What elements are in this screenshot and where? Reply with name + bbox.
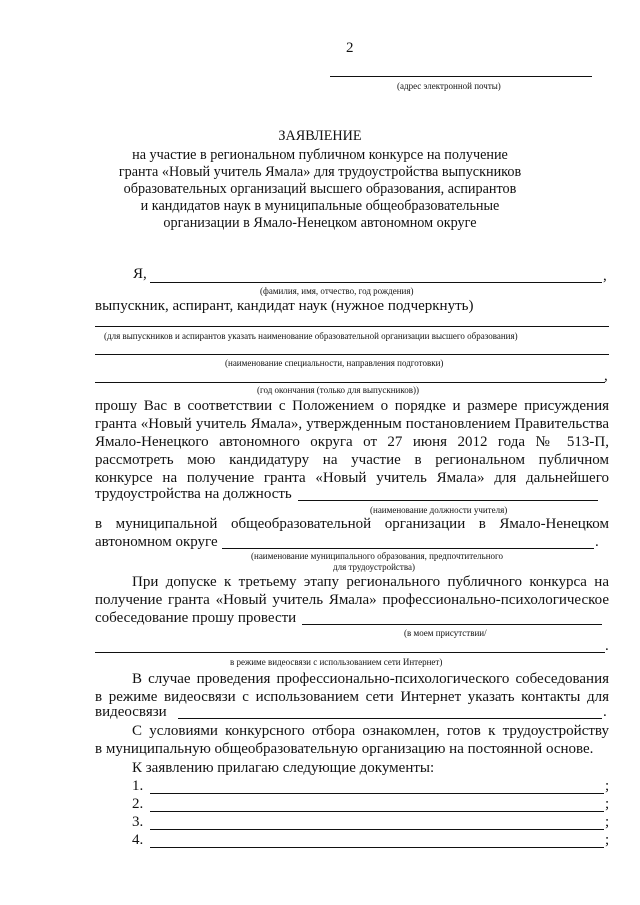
organization-line: в муниципальной общеобразовательной организации в Ямало-Ненецком	[95, 516, 609, 532]
specialty-field-line[interactable]	[95, 354, 609, 355]
heading-line: и кандидатов наук в муниципальные общеобразовательные	[140, 198, 500, 214]
attachments-intro: К заявлению прилагаю следующие документы:	[132, 760, 435, 776]
interview-dot: .	[605, 638, 609, 654]
attachment-field-line[interactable]	[150, 811, 604, 812]
graduation-year-field-line[interactable]	[95, 382, 605, 383]
heading-line: организации в Ямало-Ненецком автономном округе	[163, 215, 477, 231]
position-caption: (наименование должности учителя)	[370, 505, 508, 515]
video-line: в режиме видеосвязи с использованием сети Интернет указать контакты для	[95, 689, 609, 705]
attachment-number: 4.	[132, 832, 144, 848]
attachment-field-line[interactable]	[150, 829, 604, 830]
page-number: 2	[346, 40, 354, 56]
heading-line: гранта «Новый учитель Ямала» для трудоустройства выпускников	[118, 164, 522, 180]
document-title: ЗАЯВЛЕНИЕ	[278, 128, 362, 144]
email-caption: (адрес электронной почты)	[397, 81, 501, 91]
consent-line: в муниципальную общеобразовательную организацию на постоянной основе.	[95, 741, 594, 757]
graduation-caption: (год окончания (только для выпускников))	[257, 385, 419, 395]
video-prefix: видеосвязи	[95, 704, 167, 720]
district-field-line[interactable]	[222, 548, 594, 549]
interview-line: При допуске к третьему этапу регионального публичного конкурса на	[132, 574, 609, 590]
district-caption: для трудоустройства)	[333, 562, 415, 572]
attachment-number: 2.	[132, 796, 144, 812]
district-caption: (наименование муниципального образования, предпочтительного	[251, 551, 504, 561]
video-contacts-field-line[interactable]	[178, 718, 602, 719]
interview-caption: в режиме видеосвязи с использованием сети Интернет)	[230, 657, 443, 667]
heading-line: образовательных организаций высшего образования, аспирантов	[123, 181, 517, 197]
interview-line: получение гранта «Новый учитель Ямала» профессионально-психологическое	[95, 592, 609, 608]
request-line: гранта «Новый учитель Ямала», утвержденным постановлением Правительства	[95, 416, 609, 432]
applicant-comma: ,	[603, 268, 607, 284]
graduation-comma: ,	[604, 368, 608, 384]
video-line: В случае проведения профессионально-психологического собеседования	[132, 671, 609, 687]
interview-caption: (в моем присутствии/	[404, 628, 487, 638]
attachment-semicolon: ;	[605, 832, 610, 848]
applicant-name-field-line[interactable]	[150, 282, 602, 283]
district-prefix: автономном округе	[95, 534, 218, 550]
interview-mode-field-line-2[interactable]	[95, 652, 605, 653]
university-field-line[interactable]	[95, 326, 609, 327]
position-field-line[interactable]	[298, 500, 598, 501]
interview-prefix: собеседование прошу провести	[95, 610, 297, 626]
applicant-prefix: Я,	[133, 266, 147, 282]
attachment-semicolon: ;	[605, 778, 610, 794]
request-line: рассмотреть мою кандидатуру на участие в региональном публичном	[95, 452, 609, 468]
status-line: выпускник, аспирант, кандидат наук (нужное подчеркнуть)	[95, 298, 474, 314]
email-field-line[interactable]	[330, 76, 592, 77]
request-line: конкурсе на получение гранта «Новый учитель Ямала» для дальнейшего	[95, 470, 609, 486]
consent-line: С условиями конкурсного отбора ознакомлен, готов к трудоустройству	[132, 723, 609, 739]
position-prefix: трудоустройства на должность	[95, 486, 292, 502]
request-line: Ямало-Ненецкого автономного округа от 27 июня 2012 года № 513-П,	[95, 434, 609, 450]
attachment-semicolon: ;	[605, 796, 610, 812]
request-line: прошу Вас в соответствии с Положением о порядке и размере присуждения	[95, 398, 609, 414]
university-caption: (для выпускников и аспирантов указать наименование образовательной организации высшего образования)	[104, 331, 518, 341]
attachment-number: 1.	[132, 778, 144, 794]
specialty-caption: (наименование специальности, направления подготовки)	[225, 358, 444, 368]
district-dot: .	[595, 534, 599, 550]
attachment-field-line[interactable]	[150, 847, 604, 848]
attachment-number: 3.	[132, 814, 144, 830]
heading-line: на участие в региональном публичном конкурсе на получение	[132, 147, 508, 163]
attachment-semicolon: ;	[605, 814, 610, 830]
name-caption: (фамилия, имя, отчество, год рождения)	[260, 286, 414, 296]
interview-mode-field-line[interactable]	[302, 624, 602, 625]
video-dot: .	[603, 704, 607, 720]
attachment-field-line[interactable]	[150, 793, 604, 794]
